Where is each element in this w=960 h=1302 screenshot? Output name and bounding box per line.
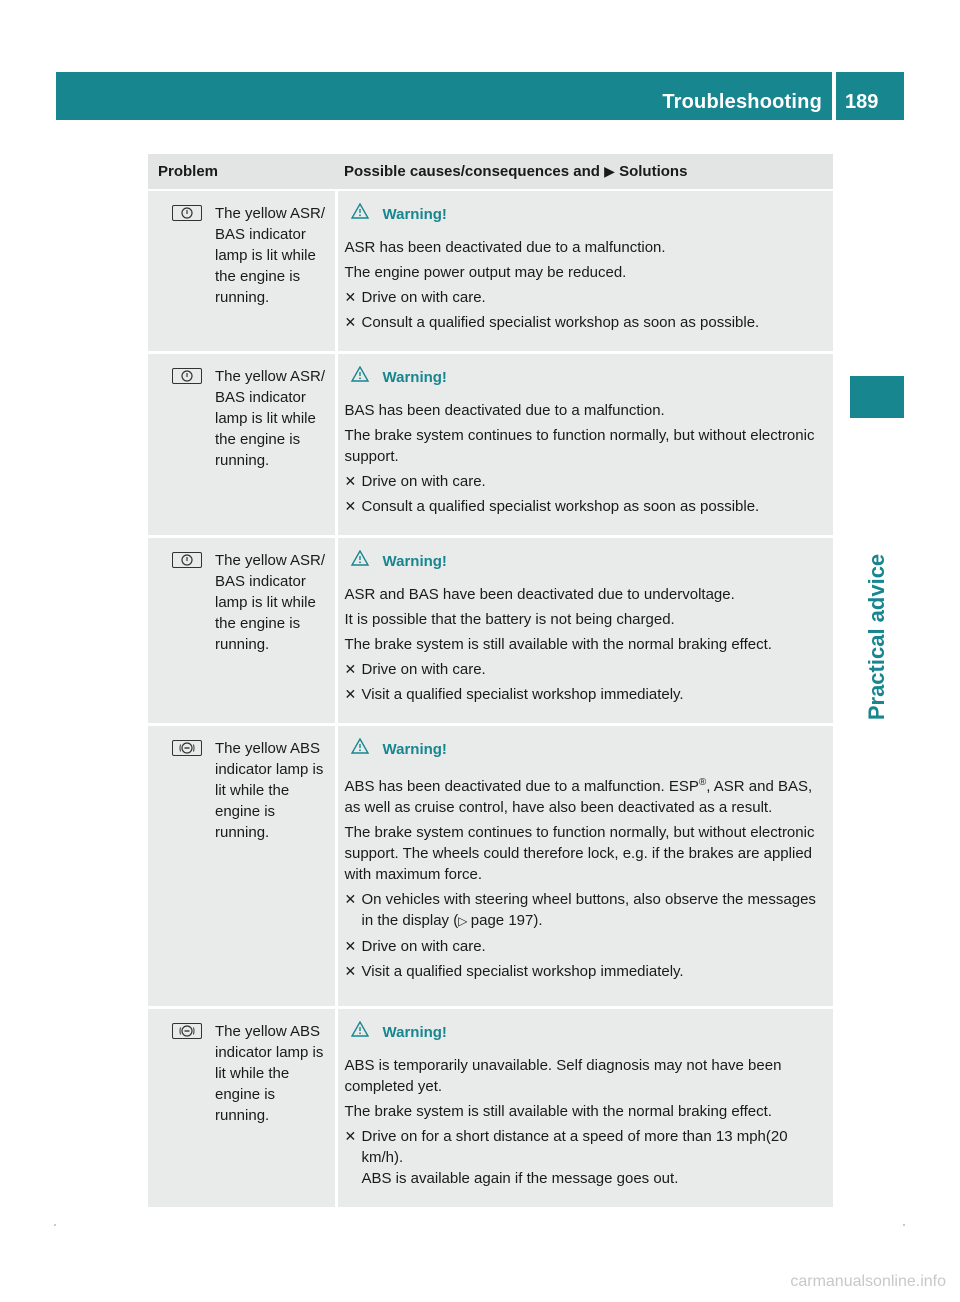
watermark: carmanualsonline.info — [790, 1273, 946, 1290]
step-result-text: ABS is available again if the message goes out. — [361, 1170, 679, 1187]
header-problem: Problem — [148, 154, 336, 190]
header-causes — [336, 154, 833, 190]
page-number: 189 — [836, 72, 904, 120]
asr-bas-lamp-icon — [172, 552, 202, 568]
side-section-label: Practical advice — [864, 553, 889, 721]
warning-label: Warning! — [382, 552, 447, 570]
table-row — [148, 1008, 833, 1209]
solution-arrow-icon: ▶ — [604, 163, 615, 179]
cause-text: BAS has been deactivated due to a malfunction. — [344, 402, 665, 419]
corner-dot — [903, 1224, 905, 1226]
warning-label: Warning! — [382, 368, 447, 386]
asr-bas-lamp-icon — [172, 205, 202, 221]
step-x-icon: ✕ — [344, 289, 357, 305]
problem-cell — [148, 1008, 336, 1209]
warning-label: Warning! — [382, 740, 447, 758]
abs-lamp-icon — [172, 740, 202, 756]
abs-lamp-icon — [172, 1023, 202, 1039]
header-bar — [56, 72, 832, 120]
solution-step — [345, 936, 830, 957]
step-x-icon: ✕ — [344, 661, 357, 677]
warning-line — [345, 366, 830, 388]
table-row — [148, 537, 833, 725]
problem-cell — [148, 353, 336, 537]
solution-cell — [336, 190, 833, 353]
warning-line — [345, 203, 830, 225]
problem-cell — [148, 190, 336, 353]
cause-text: ABS is temporarily unavailable. Self diagnosis may not have been completed yet. — [344, 1057, 782, 1095]
step-x-icon: ✕ — [344, 938, 357, 954]
registered-mark: ® — [698, 777, 707, 788]
solution-step — [345, 287, 830, 308]
cause-text: ASR has been deactivated due to a malfunction. — [344, 239, 666, 256]
asr-bas-lamp-icon — [172, 368, 202, 384]
troubleshooting-table — [148, 154, 833, 1210]
consequence-text: The brake system is still available with the normal braking effect. — [344, 1103, 772, 1120]
warning-triangle-icon — [351, 550, 369, 572]
cause-text-start: ABS has been deactivated due to a malfunction. ESP — [344, 778, 699, 795]
problem-text: The yellow ABS indicator lamp is lit while the engine is running. — [215, 740, 324, 841]
consequence-text: The engine power output may be reduced. — [344, 264, 627, 281]
step-x-icon: ✕ — [344, 963, 357, 979]
problem-cell — [148, 725, 336, 1008]
problem-text: The yellow ASR/ BAS indicator lamp is lit while the engine is running. — [215, 552, 326, 653]
step-text: Drive on with care. — [361, 473, 486, 490]
solution-step — [345, 312, 830, 333]
solution-cell — [336, 353, 833, 537]
solution-step — [345, 684, 830, 705]
solution-cell — [336, 537, 833, 725]
solution-cell — [336, 1008, 833, 1209]
warning-line — [345, 550, 830, 572]
cause-text: ASR and BAS have been deactivated due to undervoltage. — [344, 586, 735, 603]
solution-step — [345, 496, 830, 517]
step-text: Visit a qualified specialist workshop immediately. — [361, 963, 684, 980]
warning-triangle-icon — [351, 366, 369, 388]
warning-triangle-icon — [351, 738, 369, 760]
consequence-text: It is possible that the battery is not being charged. — [344, 611, 675, 628]
warning-line — [345, 1021, 830, 1043]
cause-text-end: , ASR and BAS, as well as cruise control, have also been deactivated as a result. — [344, 778, 813, 816]
table-row — [148, 190, 833, 353]
solution-step — [345, 659, 830, 680]
cause-text — [345, 772, 830, 818]
table-header-row — [148, 154, 833, 190]
step-x-icon: ✕ — [344, 314, 357, 330]
section-title: Troubleshooting — [662, 91, 822, 113]
step-x-icon: ✕ — [344, 891, 357, 907]
consequence-text: The brake system continues to function normally, but without electronic support. — [344, 427, 815, 465]
problem-text: The yellow ABS indicator lamp is lit while the engine is running. — [215, 1023, 324, 1124]
solution-step — [345, 889, 830, 932]
step-x-icon: ✕ — [344, 1128, 357, 1144]
solution-cell — [336, 725, 833, 1008]
step-text: On vehicles with steering wheel buttons, also observe the messages in the display ( — [361, 891, 816, 929]
problem-text: The yellow ASR/ BAS indicator lamp is lit while the engine is running. — [215, 368, 326, 469]
step-text: Drive on with care. — [361, 289, 486, 306]
warning-triangle-icon — [351, 1021, 369, 1043]
step-text: Consult a qualified specialist workshop as soon as possible. — [361, 314, 760, 331]
warning-line — [345, 738, 830, 760]
problem-text: The yellow ASR/ BAS indicator lamp is lit while the engine is running. — [215, 205, 326, 306]
problem-cell — [148, 537, 336, 725]
page-reference-link[interactable]: page 197 — [470, 912, 534, 929]
consequence-text: The brake system is still available with the normal braking effect. — [344, 636, 772, 653]
step-text: Drive on for a short distance at a speed of more than 13 mph(20 km/h). — [361, 1128, 788, 1166]
step-text: Consult a qualified specialist workshop as soon as possible. — [361, 498, 760, 515]
warning-label: Warning! — [382, 1023, 447, 1041]
solution-step — [345, 1126, 830, 1189]
solution-step — [345, 961, 830, 982]
step-x-icon: ✕ — [344, 473, 357, 489]
step-text-tail: ). — [533, 912, 543, 929]
step-text: Drive on with care. — [361, 938, 486, 955]
table-row — [148, 353, 833, 537]
warning-label: Warning! — [382, 205, 447, 223]
step-text: Drive on with care. — [361, 661, 486, 678]
step-text: Visit a qualified specialist workshop immediately. — [361, 686, 684, 703]
solution-step — [345, 471, 830, 492]
side-tab-marker — [850, 376, 904, 418]
step-x-icon: ✕ — [344, 498, 357, 514]
step-x-icon: ✕ — [344, 686, 357, 702]
consequence-text: The brake system continues to function normally, but without electronic support. The wheels could therefore lock, e.g. if the brakes are applied with maximum force. — [344, 824, 815, 883]
page-reference-icon: ▷ — [458, 914, 471, 928]
header-solutions-text: Solutions — [619, 163, 688, 180]
header-causes-text: Possible causes/consequences and — [344, 163, 600, 180]
table-row — [148, 725, 833, 1008]
warning-triangle-icon — [351, 203, 369, 225]
corner-dot — [54, 1224, 56, 1226]
